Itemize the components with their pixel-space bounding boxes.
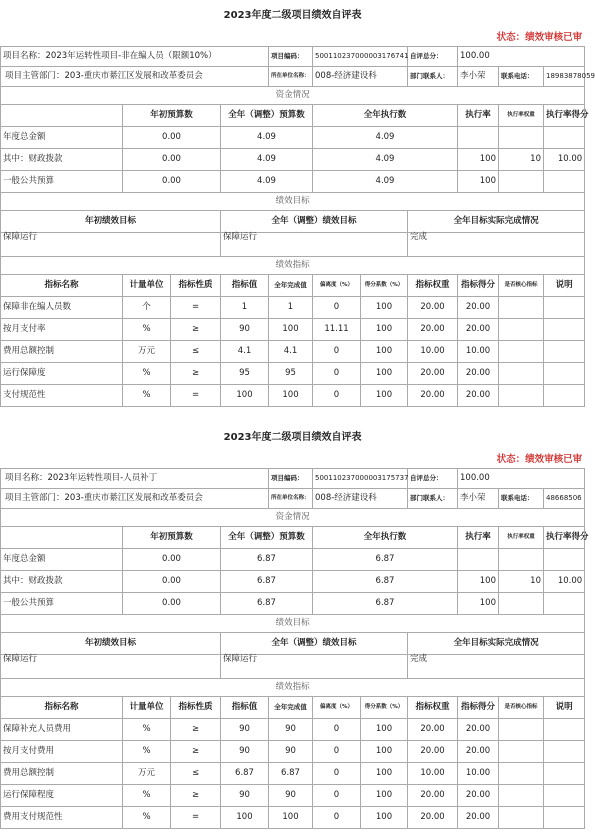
funds-weight (499, 171, 544, 193)
contact-value: 李小荣 (458, 67, 499, 87)
ind-actual: 100 (269, 319, 313, 341)
funds-row (1, 549, 585, 571)
ind-unit: % (123, 319, 171, 341)
funds-adjusted: 4.09 (221, 127, 313, 149)
funds-initial: 0.00 (123, 171, 221, 193)
ind-unit: 万元 (123, 763, 171, 785)
funds-rate (458, 127, 499, 149)
goal-initial: 保障运行 (1, 233, 221, 257)
evaluation-form-1 (0, 0, 595, 407)
contact-label: 部门联系人： (408, 489, 458, 509)
ind-unit: 万元 (123, 341, 171, 363)
funds-row (1, 149, 585, 171)
ind-target: 90 (221, 319, 269, 341)
ind-target: 100 (221, 807, 269, 829)
funds-initial: 0.00 (123, 571, 221, 593)
self-score-label: 自评总分： (408, 47, 458, 67)
ind-core (499, 297, 544, 319)
indicator-row (1, 807, 585, 829)
funds-header-score: 执行率得分 (544, 527, 585, 549)
ind-header-coef: 得分系数（%） (361, 275, 408, 297)
ind-unit: % (123, 807, 171, 829)
form-title: 2023年度二级项目绩效自评表 (223, 432, 362, 443)
ind-coef: 100 (361, 741, 408, 763)
ind-header-unit: 计量单位 (123, 697, 171, 719)
unit-label: 所在单位名称： (269, 489, 313, 509)
ind-nature: = (171, 807, 221, 829)
funds-header-weight: 执行率权重 (499, 527, 544, 549)
ind-header-name: 指标名称 (1, 275, 123, 297)
ind-core (499, 363, 544, 385)
funds-score (544, 171, 585, 193)
form-title: 2023年度二级项目绩效自评表 (223, 10, 362, 21)
ind-header-actual: 全年完成值 (269, 275, 313, 297)
ind-score: 20.00 (458, 741, 499, 763)
indicator-row (1, 341, 585, 363)
indicator-row (1, 763, 585, 785)
phone-value: 18983878059 (544, 67, 585, 87)
goal-header-adjusted: 全年（调整）绩效目标 (221, 633, 408, 655)
funds-header-adjusted: 全年（调整）预算数 (221, 527, 313, 549)
funds-initial: 0.00 (123, 549, 221, 571)
ind-unit: % (123, 363, 171, 385)
ind-deviation: 0 (313, 785, 361, 807)
self-score-label: 自评总分： (408, 469, 458, 489)
self-score: 100.00 (458, 469, 585, 489)
ind-score: 20.00 (458, 807, 499, 829)
ind-score: 10.00 (458, 341, 499, 363)
project-name: 项目名称：2023年运转性项目-非在编人员（限额10%） (1, 47, 269, 67)
ind-actual: 1 (269, 297, 313, 319)
funds-section-title: 资金情况 (1, 87, 585, 105)
funds-header-initial: 年初预算数 (123, 527, 221, 549)
funds-score (544, 593, 585, 615)
ind-actual: 100 (269, 807, 313, 829)
funds-row-label: 年度总金额 (1, 549, 123, 571)
ind-nature: ≤ (171, 763, 221, 785)
funds-rate (458, 549, 499, 571)
ind-note (544, 341, 585, 363)
ind-coef: 100 (361, 297, 408, 319)
ind-nature: ≥ (171, 363, 221, 385)
ind-coef: 100 (361, 807, 408, 829)
ind-note (544, 763, 585, 785)
ind-weight: 20.00 (408, 719, 458, 741)
ind-note (544, 297, 585, 319)
ind-header-deviation: 偏离度（%） (313, 275, 361, 297)
phone-label: 联系电话： (499, 489, 544, 509)
ind-header-target: 指标值 (221, 697, 269, 719)
ind-header-nature: 指标性质 (171, 275, 221, 297)
funds-score (544, 127, 585, 149)
form-table (0, 422, 589, 829)
ind-header-actual: 全年完成值 (269, 697, 313, 719)
funds-rate: 100 (458, 149, 499, 171)
funds-initial: 0.00 (123, 149, 221, 171)
self-score: 100.00 (458, 47, 585, 67)
ind-note (544, 807, 585, 829)
ind-unit: % (123, 785, 171, 807)
funds-corner (1, 105, 123, 127)
ind-core (499, 741, 544, 763)
ind-header-name: 指标名称 (1, 697, 123, 719)
ind-deviation: 0 (313, 297, 361, 319)
funds-row-label: 年度总金额 (1, 127, 123, 149)
funds-executed: 6.87 (313, 593, 458, 615)
ind-nature: ≥ (171, 719, 221, 741)
ind-target: 4.1 (221, 341, 269, 363)
goal-header-actual: 全年目标实际完成情况 (408, 211, 585, 233)
ind-weight: 10.00 (408, 763, 458, 785)
ind-actual: 90 (269, 741, 313, 763)
ind-core (499, 785, 544, 807)
goal-header-initial: 年初绩效目标 (1, 211, 221, 233)
funds-header-score: 执行率得分 (544, 105, 585, 127)
goal-section-title: 绩效目标 (1, 615, 585, 633)
ind-name: 费用总额控制 (1, 341, 123, 363)
ind-actual: 6.87 (269, 763, 313, 785)
ind-note (544, 741, 585, 763)
ind-target: 90 (221, 741, 269, 763)
ind-weight: 10.00 (408, 341, 458, 363)
indicator-row (1, 297, 585, 319)
funds-executed: 4.09 (313, 149, 458, 171)
ind-nature: ≥ (171, 741, 221, 763)
ind-name: 支付规范性 (1, 385, 123, 407)
ind-target: 95 (221, 363, 269, 385)
funds-row-label: 一般公共预算 (1, 171, 123, 193)
ind-target: 90 (221, 785, 269, 807)
indicator-row (1, 719, 585, 741)
phone-label: 联系电话： (499, 67, 544, 87)
funds-row-label: 一般公共预算 (1, 593, 123, 615)
ind-target: 90 (221, 719, 269, 741)
indicator-row (1, 741, 585, 763)
funds-executed: 4.09 (313, 171, 458, 193)
project-code: 500110237000003176741 (313, 47, 408, 67)
goal-adjusted: 保障运行 (221, 655, 408, 679)
ind-header-deviation: 偏离度（%） (313, 697, 361, 719)
ind-deviation: 0 (313, 341, 361, 363)
dept-label: 项目主管部门：203-重庆市綦江区发展和改革委员会 (1, 67, 269, 87)
ind-deviation: 11.11 (313, 319, 361, 341)
ind-weight: 20.00 (408, 385, 458, 407)
funds-executed: 6.87 (313, 571, 458, 593)
ind-header-weight: 指标权重 (408, 697, 458, 719)
funds-score (544, 549, 585, 571)
contact-value: 李小荣 (458, 489, 499, 509)
ind-note (544, 385, 585, 407)
ind-coef: 100 (361, 363, 408, 385)
goal-actual: 完成 (408, 655, 585, 679)
funds-header-rate: 执行率 (458, 527, 499, 549)
ind-score: 20.00 (458, 785, 499, 807)
indicator-row (1, 385, 585, 407)
indicator-section-title: 绩效指标 (1, 679, 585, 697)
ind-nature: = (171, 297, 221, 319)
goal-initial: 保障运行 (1, 655, 221, 679)
ind-name: 保障补充人员费用 (1, 719, 123, 741)
ind-actual: 4.1 (269, 341, 313, 363)
funds-weight: 10 (499, 571, 544, 593)
funds-weight: 10 (499, 149, 544, 171)
ind-name: 保障非在编人员数 (1, 297, 123, 319)
phone-value: 48668506 (544, 489, 585, 509)
project-code: 500110237000003175737 (313, 469, 408, 489)
ind-actual: 100 (269, 385, 313, 407)
ind-note (544, 363, 585, 385)
ind-unit: % (123, 741, 171, 763)
ind-header-target: 指标值 (221, 275, 269, 297)
ind-unit: % (123, 385, 171, 407)
ind-coef: 100 (361, 719, 408, 741)
goal-adjusted: 保障运行 (221, 233, 408, 257)
ind-score: 20.00 (458, 319, 499, 341)
ind-score: 20.00 (458, 719, 499, 741)
funds-rate: 100 (458, 171, 499, 193)
funds-row-label: 其中：财政拨款 (1, 571, 123, 593)
ind-target: 6.87 (221, 763, 269, 785)
indicator-row (1, 319, 585, 341)
ind-target: 100 (221, 385, 269, 407)
ind-coef: 100 (361, 319, 408, 341)
indicator-section-title: 绩效指标 (1, 257, 585, 275)
funds-header-weight: 执行率权重 (499, 105, 544, 127)
funds-weight (499, 593, 544, 615)
ind-deviation: 0 (313, 807, 361, 829)
funds-executed: 6.87 (313, 549, 458, 571)
funds-rate: 100 (458, 593, 499, 615)
ind-note (544, 785, 585, 807)
funds-header-executed: 全年执行数 (313, 105, 458, 127)
ind-coef: 100 (361, 341, 408, 363)
funds-adjusted: 6.87 (221, 571, 313, 593)
unit-label: 所在单位名称： (269, 67, 313, 87)
funds-adjusted: 6.87 (221, 593, 313, 615)
ind-name: 费用支付规范性 (1, 807, 123, 829)
ind-header-unit: 计量单位 (123, 275, 171, 297)
dept-label: 项目主管部门：203-重庆市綦江区发展和改革委员会 (1, 489, 269, 509)
funds-corner (1, 527, 123, 549)
status-badge: 状态：绩效审核已审 (1, 31, 585, 47)
funds-row-label: 其中：财政拨款 (1, 149, 123, 171)
goal-header-actual: 全年目标实际完成情况 (408, 633, 585, 655)
funds-row (1, 571, 585, 593)
ind-score: 20.00 (458, 385, 499, 407)
unit-value: 008-经济建设科 (313, 489, 408, 509)
funds-weight (499, 549, 544, 571)
evaluation-form-2 (0, 422, 589, 829)
ind-weight: 20.00 (408, 363, 458, 385)
ind-weight: 20.00 (408, 807, 458, 829)
goal-section-title: 绩效目标 (1, 193, 585, 211)
ind-core (499, 719, 544, 741)
goal-header-adjusted: 全年（调整）绩效目标 (221, 211, 408, 233)
ind-weight: 20.00 (408, 319, 458, 341)
funds-weight (499, 127, 544, 149)
ind-weight: 20.00 (408, 297, 458, 319)
ind-name: 费用总额控制 (1, 763, 123, 785)
ind-score: 20.00 (458, 363, 499, 385)
unit-value: 008-经济建设科 (313, 67, 408, 87)
funds-row (1, 171, 585, 193)
funds-header-rate: 执行率 (458, 105, 499, 127)
ind-header-note: 说明 (544, 697, 585, 719)
ind-score: 10.00 (458, 763, 499, 785)
ind-nature: ≤ (171, 341, 221, 363)
ind-weight: 20.00 (408, 741, 458, 763)
ind-deviation: 0 (313, 363, 361, 385)
ind-actual: 90 (269, 785, 313, 807)
ind-deviation: 0 (313, 763, 361, 785)
project-name: 项目名称：2023年运转性项目-人员补丁 (1, 469, 269, 489)
ind-weight: 20.00 (408, 785, 458, 807)
ind-nature: = (171, 385, 221, 407)
ind-deviation: 0 (313, 719, 361, 741)
ind-nature: ≥ (171, 785, 221, 807)
ind-actual: 95 (269, 363, 313, 385)
ind-deviation: 0 (313, 385, 361, 407)
ind-header-note: 说明 (544, 275, 585, 297)
funds-header-initial: 年初预算数 (123, 105, 221, 127)
funds-adjusted: 4.09 (221, 171, 313, 193)
ind-header-core: 是否核心指标 (499, 275, 544, 297)
contact-label: 部门联系人： (408, 67, 458, 87)
funds-header-adjusted: 全年（调整）预算数 (221, 105, 313, 127)
funds-row (1, 593, 585, 615)
goal-actual: 完成 (408, 233, 585, 257)
ind-coef: 100 (361, 385, 408, 407)
ind-header-nature: 指标性质 (171, 697, 221, 719)
funds-score: 10.00 (544, 149, 585, 171)
ind-coef: 100 (361, 785, 408, 807)
ind-name: 按月支付费用 (1, 741, 123, 763)
ind-unit: 个 (123, 297, 171, 319)
funds-initial: 0.00 (123, 593, 221, 615)
project-code-label: 项目编码： (269, 469, 313, 489)
ind-coef: 100 (361, 763, 408, 785)
ind-note (544, 319, 585, 341)
ind-deviation: 0 (313, 741, 361, 763)
funds-row (1, 127, 585, 149)
ind-header-core: 是否核心指标 (499, 697, 544, 719)
ind-header-score: 指标得分 (458, 697, 499, 719)
funds-rate: 100 (458, 571, 499, 593)
funds-section-title: 资金情况 (1, 509, 585, 527)
ind-header-score: 指标得分 (458, 275, 499, 297)
funds-adjusted: 6.87 (221, 549, 313, 571)
ind-name: 运行保障程度 (1, 785, 123, 807)
ind-name: 运行保障度 (1, 363, 123, 385)
indicator-row (1, 363, 585, 385)
ind-core (499, 319, 544, 341)
funds-initial: 0.00 (123, 127, 221, 149)
ind-core (499, 807, 544, 829)
ind-name: 按月支付率 (1, 319, 123, 341)
funds-score: 10.00 (544, 571, 585, 593)
ind-core (499, 385, 544, 407)
ind-nature: ≥ (171, 319, 221, 341)
ind-header-weight: 指标权重 (408, 275, 458, 297)
ind-header-coef: 得分系数（%） (361, 697, 408, 719)
goal-header-initial: 年初绩效目标 (1, 633, 221, 655)
ind-note (544, 719, 585, 741)
ind-core (499, 763, 544, 785)
ind-actual: 90 (269, 719, 313, 741)
form-table (0, 0, 595, 407)
project-code-label: 项目编码： (269, 47, 313, 67)
ind-core (499, 341, 544, 363)
ind-unit: % (123, 719, 171, 741)
ind-score: 20.00 (458, 297, 499, 319)
funds-executed: 4.09 (313, 127, 458, 149)
indicator-row (1, 785, 585, 807)
ind-target: 1 (221, 297, 269, 319)
status-badge: 状态：绩效审核已审 (1, 453, 585, 469)
funds-header-executed: 全年执行数 (313, 527, 458, 549)
funds-adjusted: 4.09 (221, 149, 313, 171)
